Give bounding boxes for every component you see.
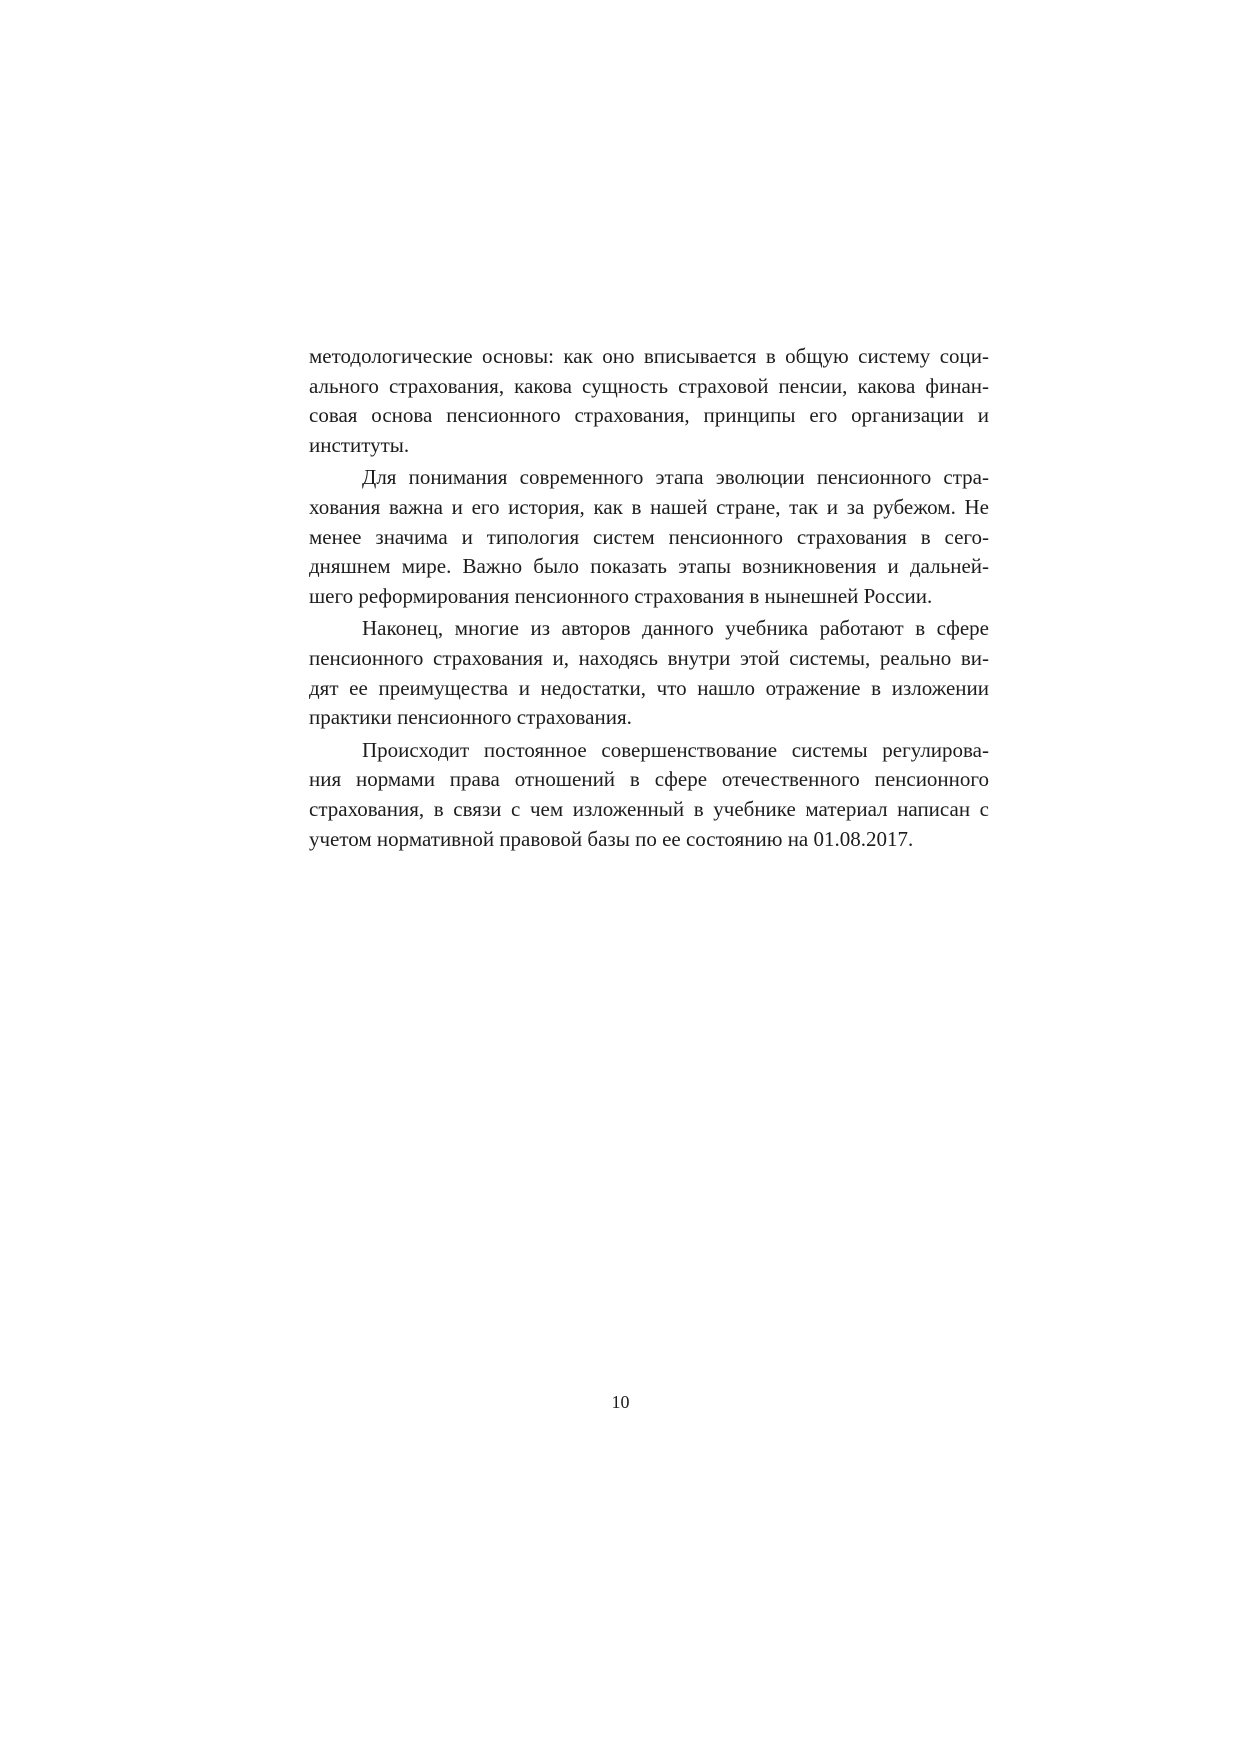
text-line: пенсионного страхования и, находясь внутри этой системы, реально ви- [309, 645, 989, 670]
paragraph-2 [309, 463, 989, 611]
text-line: ния нормами права отношений в сфере отечественного пенсионного [309, 767, 989, 792]
text-line: Происходит постоянное совершенствование системы регулирова- [362, 737, 989, 762]
text-line: методологические основы: как оно вписывается в общую систему соци- [309, 344, 989, 368]
text-line: дят ее преимущества и недостатки, что нашло отражение в изложении [309, 675, 989, 700]
text-line: учетом нормативной правовой базы по ее состоянию на 01.08.2017. [309, 826, 914, 851]
text-line: шего реформирования пенсионного страхования в нынешней России. [309, 583, 933, 608]
text-line: дняшнем мире. Важно было показать этапы возникновения и дальней- [309, 554, 989, 579]
paragraph-3 [309, 614, 989, 732]
text-line: страхования, в связи с чем изложенный в учебнике материал написан с [309, 796, 989, 821]
paragraph-4 [309, 736, 989, 854]
text-line: институты. [309, 432, 410, 457]
text-line: Для понимания современного этапа эволюции пенсионного стра- [362, 465, 989, 490]
body-text [309, 342, 989, 854]
text-line: практики пенсионного страхования. [309, 705, 632, 730]
text-line: менее значима и типология систем пенсионного страхования в сего- [309, 524, 989, 549]
text-line: Наконец, многие из авторов данного учебника работают в сфере [362, 616, 989, 641]
page-number: 10 [611, 1392, 630, 1412]
paragraph-1 [309, 342, 989, 460]
text-line: ального страхования, какова сущность страховой пенсии, какова финан- [309, 373, 989, 398]
text-line: совая основа пенсионного страхования, принципы его организации и [309, 403, 989, 428]
text-line: хования важна и его история, как в нашей стране, так и за рубежом. Не [309, 494, 989, 519]
